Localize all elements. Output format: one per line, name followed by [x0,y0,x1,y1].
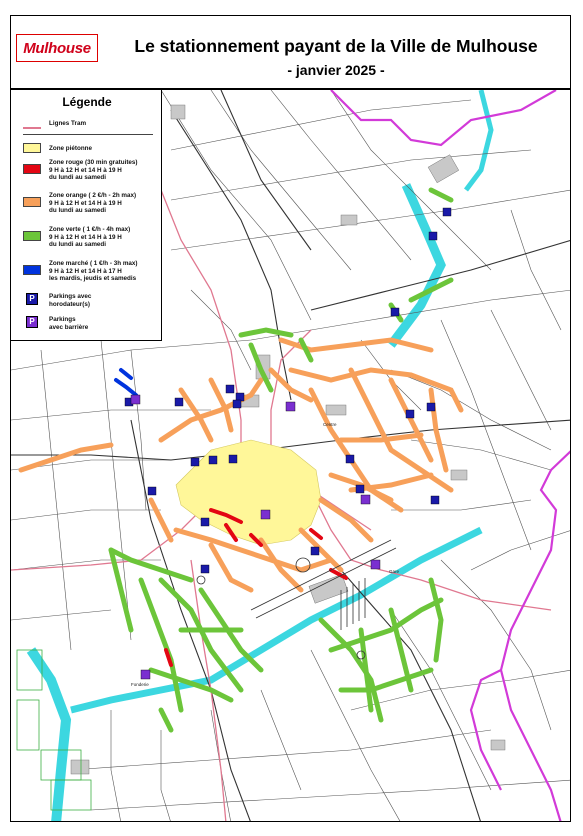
legend-panel [10,89,162,341]
legend-title: Légende [62,95,112,109]
legend-rouge-line-3: du lundi au samedi [49,174,107,182]
legend-orange-line-3: du lundi au samedi [49,207,107,215]
legend-orange-line-1: Zone orange ( 2 €/h - 2h max) [49,192,137,199]
legend-orange-swatch [23,197,41,207]
header [10,15,571,89]
legend-pietonne-label: Zone piétonne [49,145,93,152]
legend-pietonne-swatch [23,143,41,153]
legend-marche-line-2: 9 H à 12 H et 14 H à 17 H [49,267,122,275]
legend-verte-text [49,226,130,249]
legend-verte-line-2: 9 H à 12 H et 14 H à 19 H [49,233,122,241]
legend-horodateur-line-2: horodateur(s) [49,300,90,308]
legend-tram-label: Lignes Tram [49,120,87,127]
legend-marche-line-3: les mardis, jeudis et samedis [49,275,137,283]
legend-marche-swatch [23,265,41,275]
legend-tram-swatch [23,127,41,129]
legend-barriere-text [49,316,88,331]
legend-verte-line-3: du lundi au samedi [49,241,107,249]
legend-verte-swatch [23,231,41,241]
page-subtitle: - janvier 2025 - [287,62,385,78]
parking-barriere-icon: P [26,316,38,328]
legend-barriere-line-2: avec barrière [49,323,89,331]
legend-orange-text [49,192,136,215]
legend-rouge-swatch [23,164,41,174]
legend-barriere-line-1: Parkings [49,316,76,323]
legend-rouge-line-1: Zone rouge (30 min gratuites) [49,159,138,166]
legend-rouge-text [49,159,138,182]
legend-orange-line-2: 9 H à 12 H et 14 H à 19 H [49,199,122,207]
legend-separator [23,134,153,135]
sports-fields [17,650,91,810]
canal-ne [466,90,491,190]
page-title: Le stationnement payant de la Ville de Mulhouse [134,36,538,56]
mulhouse-logo [16,34,98,62]
map-label-fonderie: Fonderie [131,682,149,687]
canal-north [391,185,441,345]
legend-rouge-line-2: 9 H à 12 H et 14 H à 19 H [49,166,122,174]
canal-west [31,650,66,822]
map-label-centre: Centre [323,422,337,427]
legend-marche-text [49,260,138,283]
legend-marche-line-1: Zone marché ( 1 €/h - 3h max) [49,260,138,267]
logo-text: Mulhouse [23,39,91,57]
legend-horodateur-line-1: Parkings avec [49,293,92,300]
legend-verte-line-1: Zone verte ( 1 €/h - 4h max) [49,226,131,233]
parking-horodateur-icon: P [26,293,38,305]
legend-horodateur-text [49,293,91,308]
map-label-gare: Gare [389,569,400,574]
zone-marche [116,370,136,395]
